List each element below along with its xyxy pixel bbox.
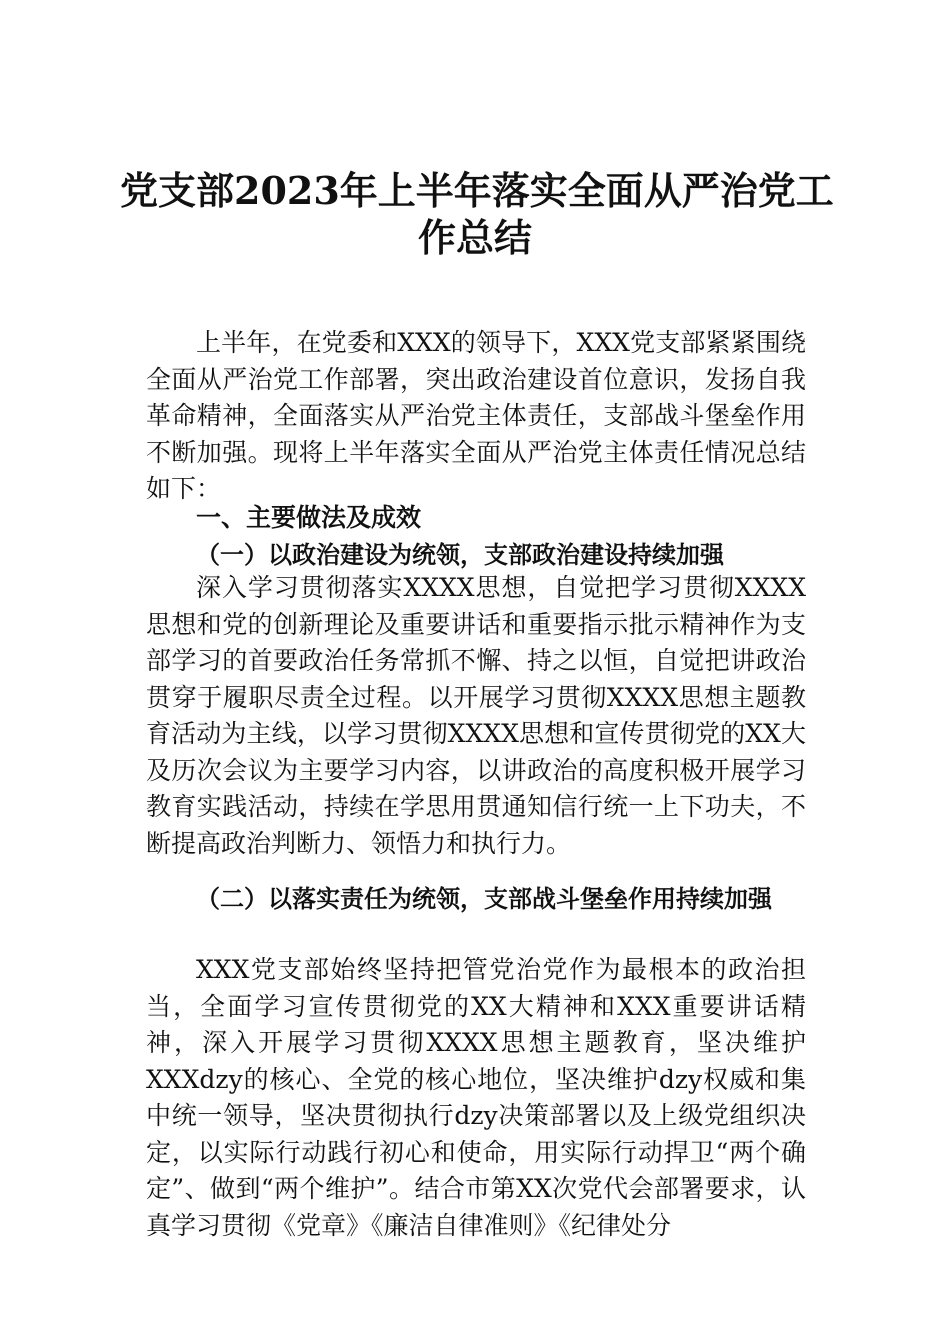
- paragraph-responsibility: XXX党支部始终坚持把管党治党作为最根本的政治担当，全面学习宣传贯彻党的XX大精神和XXX重要讲话精神，深入开展学习贯彻XXXX思想主题教育，坚决维护XXXdzy的核心、全党的核心地位，坚决维护dzy权威和集中统一领导，坚决贯彻执行dzy决策部署以及上级党组织决定，以实际行动践行初心和使命，用实际行动捍卫“两个确定”、做到“两个维护”。结合市第XX次党代会部署要求，认真学习贯彻《党章》《廉洁自律准则》《纪律处分: [146, 955, 806, 1240]
- subsection-heading-political-building: （一）以政治建设为统领，支部政治建设持续加强: [196, 540, 724, 569]
- document-title-line-1: 党支部2023年上半年落实全面从严治党工: [120, 168, 834, 213]
- subsection-heading-responsibility: （二）以落实责任为统领，支部战斗堡垒作用持续加强: [196, 884, 772, 913]
- intro-paragraph: 上半年，在党委和XXX的领导下，XXX党支部紧紧围绕全面从严治党工作部署，突出政治建设首位意识，发扬自我革命精神，全面落实从严治党主体责任，支部战斗堡垒作用不断加强。现将上半年落实全面从严治党主体责任情况总结如下：: [146, 328, 806, 503]
- document-title-line-2: 作总结: [417, 215, 532, 260]
- paragraph-political-building: 深入学习贯彻落实XXXX思想，自觉把学习贯彻XXXX思想和党的创新理论及重要讲话和重要指示批示精神作为支部学习的首要政治任务常抓不懈、持之以恒，自觉把讲政治贯穿于履职尽责全过程。以开展学习贯彻XXXX思想主题教育活动为主线，以学习贯彻XXXX思想和宣传贯彻党的XX大及历次会议为主要学习内容，以讲政治的高度积极开展学习教育实践活动，持续在学思用贯通知信行统一上下功夫，不断提高政治判断力、领悟力和执行力。: [146, 573, 806, 858]
- section-heading-main-practices: 一、主要做法及成效: [196, 503, 422, 532]
